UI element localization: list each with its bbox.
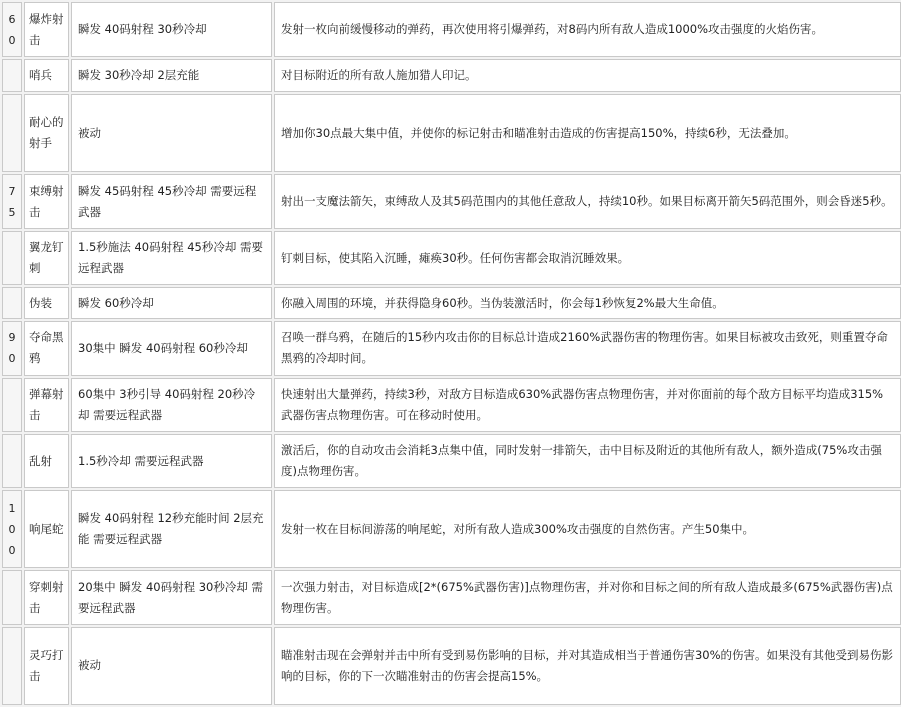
level-cell: 90 — [2, 321, 22, 375]
talent-stats: 瞬发 30秒冷却 2层充能 — [71, 59, 272, 92]
talent-description: 发射一枚在目标间游荡的响尾蛇，对所有敌人造成300%攻击强度的自然伤害。产生50集中。 — [274, 490, 901, 568]
table-row — [2, 570, 901, 624]
talent-stats: 1.5秒冷却 需要远程武器 — [71, 434, 272, 488]
table-row — [2, 378, 901, 432]
table-row — [2, 287, 901, 319]
talent-name: 乱射 — [24, 434, 69, 488]
level-cell — [2, 378, 22, 432]
talent-stats: 60集中 3秒引导 40码射程 20秒冷却 需要远程武器 — [71, 378, 272, 432]
talent-name: 穿刺射击 — [24, 570, 69, 624]
talent-name: 灵巧打击 — [24, 627, 69, 705]
talent-stats: 20集中 瞬发 40码射程 30秒冷却 需要远程武器 — [71, 570, 272, 624]
talent-stats: 30集中 瞬发 40码射程 60秒冷却 — [71, 321, 272, 375]
table-row — [2, 231, 901, 285]
table-row — [2, 2, 901, 57]
table-row — [2, 490, 901, 568]
level-cell — [2, 434, 22, 488]
table-row — [2, 174, 901, 228]
level-cell: 100 — [2, 490, 22, 568]
table-row — [2, 94, 901, 172]
talent-name: 耐心的射手 — [24, 94, 69, 172]
level-cell — [2, 287, 22, 319]
talent-name: 束缚射击 — [24, 174, 69, 228]
talent-stats: 瞬发 40码射程 30秒冷却 — [71, 2, 272, 57]
table-row — [2, 321, 901, 375]
talent-description: 对目标附近的所有敌人施加猎人印记。 — [274, 59, 901, 92]
talent-stats: 瞬发 60秒冷却 — [71, 287, 272, 319]
talent-stats: 被动 — [71, 627, 272, 705]
level-cell — [2, 570, 22, 624]
level-cell — [2, 231, 22, 285]
level-cell — [2, 59, 22, 92]
talent-description: 激活后，你的自动攻击会消耗3点集中值，同时发射一排箭矢，击中目标及附近的其他所有敌人，额外造成(75%攻击强度)点物理伤害。 — [274, 434, 901, 488]
talent-name: 哨兵 — [24, 59, 69, 92]
talent-description: 快速射出大量弹药，持续3秒，对敌方目标造成630%武器伤害点物理伤害，并对你面前的每个敌方目标平均造成315%武器伤害点物理伤害。可在移动时使用。 — [274, 378, 901, 432]
talent-description: 射出一支魔法箭矢，束缚敌人及其5码范围内的其他任意敌人，持续10秒。如果目标离开箭矢5码范围外，则会昏迷5秒。 — [274, 174, 901, 228]
talent-stats: 1.5秒施法 40码射程 45秒冷却 需要远程武器 — [71, 231, 272, 285]
table-row — [2, 627, 901, 705]
talent-description: 一次强力射击，对目标造成[2*(675%武器伤害)]点物理伤害，并对你和目标之间的所有敌人造成最多(675%武器伤害)点物理伤害。 — [274, 570, 901, 624]
talent-description: 钉刺目标，使其陷入沉睡，瘫痪30秒。任何伤害都会取消沉睡效果。 — [274, 231, 901, 285]
talent-description: 增加你30点最大集中值，并使你的标记射击和瞄准射击造成的伤害提高150%，持续6秒，无法叠加。 — [274, 94, 901, 172]
table-row — [2, 434, 901, 488]
talent-name: 弹幕射击 — [24, 378, 69, 432]
talent-stats: 瞬发 40码射程 12秒充能时间 2层充能 需要远程武器 — [71, 490, 272, 568]
talent-name: 翼龙钉刺 — [24, 231, 69, 285]
talent-description: 你融入周围的环境，并获得隐身60秒。当伪装激活时，你会每1秒恢复2%最大生命值。 — [274, 287, 901, 319]
talent-name: 响尾蛇 — [24, 490, 69, 568]
table-row — [2, 59, 901, 92]
level-cell: 60 — [2, 2, 22, 57]
talent-stats: 被动 — [71, 94, 272, 172]
level-cell — [2, 94, 22, 172]
talent-description: 瞄准射击现在会弹射并击中所有受到易伤影响的目标，并对其造成相当于普通伤害30%的伤害。如果没有其他受到易伤影响的目标，你的下一次瞄准射击的伤害会提高15%。 — [274, 627, 901, 705]
talent-name: 爆炸射击 — [24, 2, 69, 57]
talent-description: 召唤一群乌鸦，在随后的15秒内攻击你的目标总计造成2160%武器伤害的物理伤害。如果目标被攻击致死，则重置夺命黑鸦的冷却时间。 — [274, 321, 901, 375]
level-cell — [2, 627, 22, 705]
talent-description: 发射一枚向前缓慢移动的弹药，再次使用将引爆弹药，对8码内所有敌人造成1000%攻击强度的火焰伤害。 — [274, 2, 901, 57]
level-cell: 75 — [2, 174, 22, 228]
talent-name: 夺命黑鸦 — [24, 321, 69, 375]
talent-name: 伪装 — [24, 287, 69, 319]
talent-stats: 瞬发 45码射程 45秒冷却 需要远程武器 — [71, 174, 272, 228]
